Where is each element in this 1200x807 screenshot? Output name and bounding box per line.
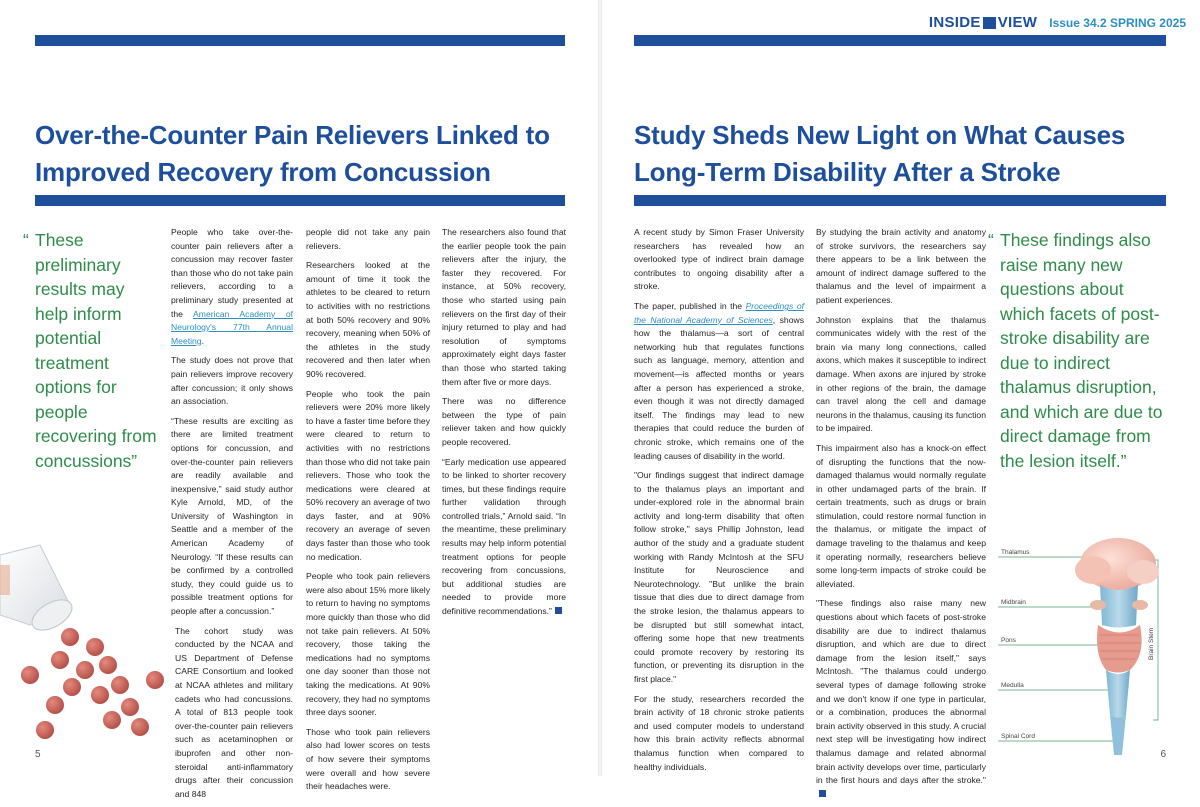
pill-icon xyxy=(36,721,54,739)
bottle-icon xyxy=(0,545,77,636)
end-mark-icon xyxy=(819,790,826,797)
left-column-2 xyxy=(306,226,430,800)
pill-icon xyxy=(103,711,121,729)
brand-left: INSIDE xyxy=(928,14,981,31)
paragraph: People who took pain relievers were also about 15% more likely to return to having no symptoms more quickly than those who did not take pain relievers. At 50% recovery, those taking the medications had no symptoms one day sooner than those not taking the medications. At 90% recovery, they had no symptoms three days sooner. xyxy=(306,571,430,718)
paragraph: The study does not prove that pain relievers improve recovery after concussion; it only shows an association. xyxy=(171,355,293,407)
paragraph xyxy=(171,226,293,348)
paragraph: People who took the pain relievers were 20% more likely to have a faster time before they were cleared to return to activities with no restrictions than those who did not take pain relievers. Those who took the medications were cleared at 50% recovery an average of two days faster, and at 90% recovery an average of seven days faster than those who took no medication. xyxy=(306,388,430,562)
open-quote-mark: “ xyxy=(988,230,994,250)
right-headline-line2: Long-Term Disability After a Stroke xyxy=(634,157,1061,187)
brain-icon xyxy=(998,530,1200,760)
paragraph: By studying the brain activity and anatomy of stroke survivors, the researchers say there appears to be a link between the amount of indirect damage suffered to the thalamus and the level of impairment a patient experiences. xyxy=(816,227,986,305)
left-headline xyxy=(35,117,575,191)
right-headline-line1: Study Sheds New Light on What Causes xyxy=(634,120,1126,150)
paragraph: There was no difference between the type of pain reliever taken and how quickly people recovered. xyxy=(442,396,566,447)
p4-text: "These findings also raise many new questions about which facets of post-stroke disability are due to indirect thalamus disruption, and which are due to direct damage from the lesion itself," says McIntosh. "The thalamus could undergo several types of damage following stroke and we don't know if one type in particular, or a combination, produces the abnormal brain activity observed in this study. A crucial next step will be investigating how indirect thalamus damage and related abnormal brain activity develops over time, particularly in the first hours and days after the stroke." xyxy=(816,598,986,786)
open-quote-mark: “ xyxy=(23,230,29,250)
paragraph xyxy=(442,456,566,619)
label-thalamus: Thalamus xyxy=(1001,549,1030,556)
paragraph: For the study, researchers recorded the brain activity of 18 chronic stroke patients and used computer models to understand how this brain activity reflects abnormal thalamus function when compared to healthy individuals. xyxy=(634,693,804,772)
paragraph xyxy=(816,597,986,801)
masthead xyxy=(929,14,1186,31)
label-midbrain: Midbrain xyxy=(1001,599,1026,606)
label-spinal-cord: Spinal Cord xyxy=(1001,733,1035,740)
top-rule-left xyxy=(35,35,565,46)
brand-right: VIEW xyxy=(997,14,1038,31)
paragraph: Johnston explains that the thalamus communicates widely with the rest of the brain via many long connections, called axons, which makes it susceptible to indirect damage. When axons are injured by stroke in other regions of the brain, the damage can travel along the cell and damage neurons in the thalamus, causing its function to be impaired. xyxy=(816,314,986,434)
right-pullquote xyxy=(988,228,1166,473)
left-pullquote-text: These preliminary results may help inform potential treatment options for people recovering from concussions” xyxy=(35,230,157,471)
right-headline xyxy=(634,117,1174,191)
paragraph xyxy=(634,300,804,463)
p1a: People who take over-the-counter pain relievers after a concussion may recover faster than those who do not take pain relievers, according to a preliminary study presented at the xyxy=(171,227,293,319)
pill-bottle-illustration xyxy=(0,545,200,776)
paragraph: Those who took pain relievers also had lower scores on tests of how severe their symptoms were overall and how severe their headaches were. xyxy=(306,726,430,792)
pill-icon xyxy=(121,698,139,716)
pill-icon xyxy=(131,718,149,736)
left-column-3 xyxy=(442,226,566,625)
left-headline-line1: Over-the-Counter Pain Relievers Linked to xyxy=(35,120,550,150)
p3-text: “Early medication use appeared to be linked to shorter recovery times, but these findings require further validation through controlled trials,” Arnold said. “In the meantime, these preliminary results may help inform potential treatment options for people recovering from concussions, but additional studies are needed to provide more definitive recommendations.” xyxy=(442,456,566,617)
paragraph: “These results are exciting as there are limited treatment options for concussion, and over-the-counter pain relievers are readily available and inexpensive,” said study author Kyle Arnold, MD, of the University of Washington in Seattle and a member of the American Academy of Neurology. “If these results can be confirmed by a controlled study, they could guide us to possible treatment options for people after a concussion.” xyxy=(171,415,293,617)
pill-icon xyxy=(63,678,81,696)
right-column-2 xyxy=(816,226,986,807)
end-mark-icon xyxy=(555,607,562,614)
right-column-1 xyxy=(634,226,804,780)
left-pullquote xyxy=(23,228,160,473)
top-rule-right xyxy=(634,35,1166,46)
page-gutter xyxy=(598,0,602,776)
label-medulla: Medulla xyxy=(1001,682,1024,689)
page-number-right: 6 xyxy=(1160,749,1166,760)
right-pullquote-text: These findings also raise many new questions about which facets of post-stroke disability are due to indirect thalamus disruption, and which are due to direct damage from the lesion itself.” xyxy=(1000,230,1163,471)
paragraph: people did not take any pain relievers. xyxy=(306,227,430,251)
pill-icon xyxy=(91,686,109,704)
brain-stem-illustration xyxy=(998,530,1200,760)
pill-icon xyxy=(76,661,94,679)
pnas-link[interactable]: Proceedings of the National Academy of Sciences xyxy=(634,300,804,325)
pill-icon xyxy=(21,666,39,684)
left-headline-line2: Improved Recovery from Concussion xyxy=(35,157,491,187)
brand-square-icon xyxy=(983,17,996,29)
label-brain-stem: Brain Stem xyxy=(1148,627,1155,660)
label-pons: Pons xyxy=(1001,637,1016,644)
title-rule-right xyxy=(634,195,1166,206)
paragraph: "Our findings suggest that indirect damage to the thalamus plays an important and under-explored role in the abnormal brain activity and long-term disability that often follow stroke," says Phillip Johnston, lead author of the study and a graduate student working with Randy McIntosh at the SFU Institute for Neuroscience and Neurotechnology. "But unlike the brain tissue that dies due to direct damage from the stroke lesion, the thalamus appears to be disrupted but still somewhat intact, offering some hope that new treatments could promote recovery by restoring its function, or preventing its disruption in the first place." xyxy=(634,470,804,684)
paragraph: The cohort study was conducted by the NCAA and US Department of Defense CARE Consortium and looked at NCAA athletes and military cadets who had concussions. A total of 813 people took over-the-counter pain relievers such as acetaminophen or ibuprofen and other non-steroidal anti-inflammatory drugs after their concussion and 848 xyxy=(175,625,293,799)
paragraph: The researchers also found that the earlier people took the pain relievers after the injury, the faster they recovered. For instance, at 50% recovery, those who started using pain relievers on the first day of their injury returned to play and had resolution of symptoms approximately eight days faster than those who started taking them after five or more days. xyxy=(442,227,566,387)
paragraph: A recent study by Simon Fraser University researchers has revealed how an overlooked type of indirect brain damage contributes to ongoing disability after a stroke. xyxy=(634,227,804,292)
pill-icon xyxy=(111,676,129,694)
page-number-left: 5 xyxy=(35,749,41,760)
pill-icon xyxy=(61,628,79,646)
pill-icon xyxy=(46,696,64,714)
p1b: . xyxy=(201,335,204,346)
pill-icon xyxy=(86,638,104,656)
brand-logo xyxy=(929,14,1037,31)
title-rule-left xyxy=(35,195,565,206)
pill-icon xyxy=(99,656,117,674)
p2a: The paper, published in the xyxy=(634,300,746,311)
pill-icon xyxy=(146,671,164,689)
p2b: , shows how the thalamus—a sort of central networking hub that regulates functions such as language, memory, attention and movement—is affected months or years after a person has experienced a stroke, even though it was not directly damaged itself. The findings may lead to new therapies that could reduce the burden of chronic stroke, which remains one of the leading causes of disability in the world. xyxy=(634,314,804,461)
pill-icon xyxy=(51,651,69,669)
paragraph: This impairment also has a knock-on effect of disrupting the functions that the now-damaged thalamus would normally regulate in other undamaged parts of the brain. If certain treatments, such as drugs or brain stimulation, could restore normal function in the thalamus, or mitigate the impact of damage traveling to the thalamus and keep it operating normally, researchers believe some long-term impacts of stroke could be alleviated. xyxy=(816,442,986,589)
paragraph: Researchers looked at the amount of time it took the athletes to be cleared to return to activities with no restrictions at both 50% recovery and 90% recovery, meaning when 50% of the athletes in the study recovered and then later when 90% recovered. xyxy=(306,260,430,379)
aan-meeting-link[interactable]: American Academy of Neurology's 77th Annual Meeting xyxy=(171,308,293,346)
issue-label: Issue 34.2 SPRING 2025 xyxy=(1049,15,1186,30)
